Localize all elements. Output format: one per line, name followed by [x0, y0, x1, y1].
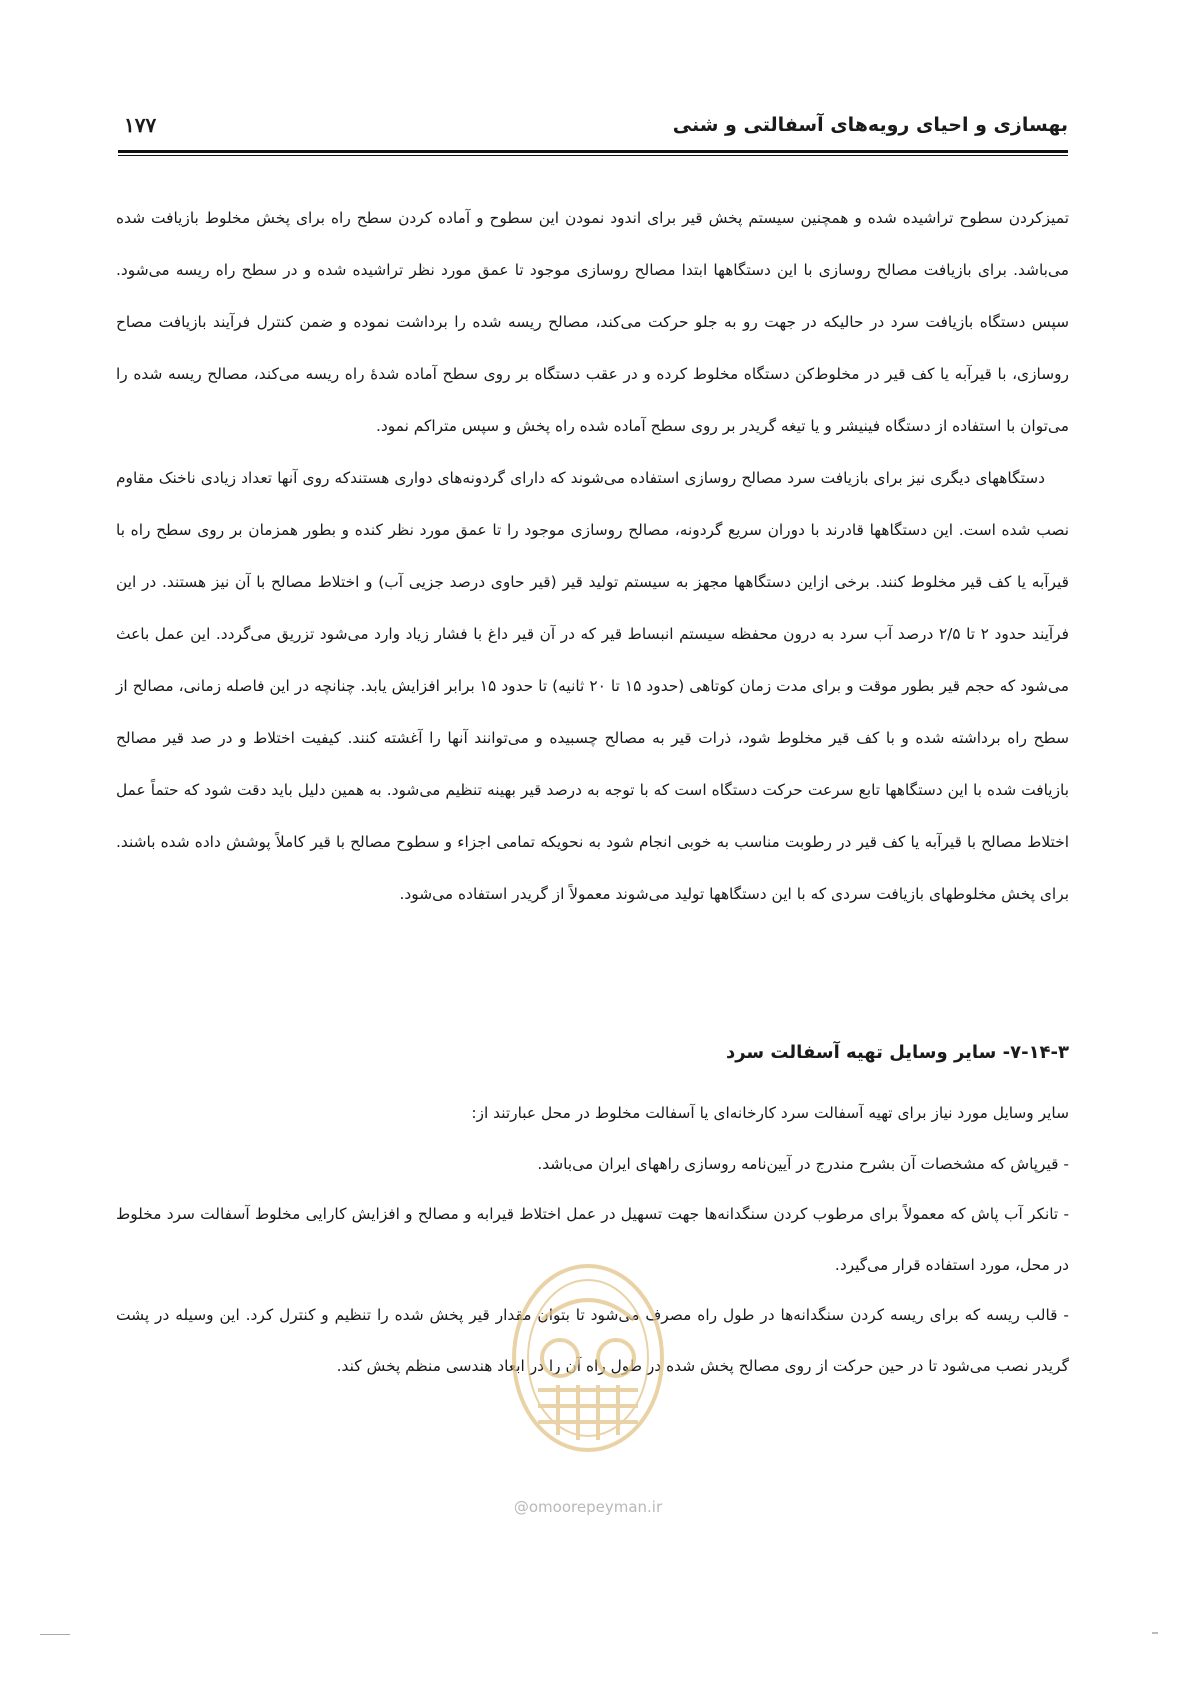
running-title: بهسازی و احیای رویه‌های آسفالتی و شنی [672, 114, 1068, 136]
omoorepeyman-logo-icon [468, 1240, 708, 1480]
list-item: - قالب ریسه که برای ریسه کردن سنگدانه‌ها در طول راه مصرف می‌شود تا بتوان مقدار قیر پخش شده را تنظیم و کنترل کرد. این وسیله در پشت گریدر نصب می‌شود تا در حین حرکت از روی مصالح پخش شده در طول راه آن را در ابعاد هندسی منظم پخش کند. [116, 1306, 1069, 1375]
scan-mark-right [1152, 1632, 1158, 1634]
section-heading: ۷-۱۴-۳- سایر وسایل تهیه آسفالت سرد [725, 1042, 1069, 1063]
header-rule-thin [118, 155, 1068, 156]
watermark-url: @omoorepeyman.ir [513, 1498, 663, 1516]
scan-mark-left [40, 1634, 70, 1635]
list-item: - قیرپاش که مشخصات آن بشرح مندرج در آیین‌نامه روسازی راههای ایران می‌باشد. [537, 1154, 1069, 1173]
body-text [116, 192, 1069, 920]
header-rule-thick [118, 150, 1068, 153]
page-number: ۱۷۷ [124, 113, 157, 137]
list-intro: سایر وسایل مورد نیاز برای تهیه آسفالت سرد کارخانه‌ای یا آسفالت مخلوط در محل عبارتند از: [471, 1104, 1069, 1122]
paragraph-2: دستگاههای دیگری نیز برای بازیافت سرد مصالح روسازی استفاده می‌شوند که دارای گردونه‌های دواری هستندکه روی آنها تعداد زیادی ناخنک مقاوم نصب شده است. این دستگاهها قادرند با دوران سریع گردونه، مصالح روسازی موجود را تا عمق مورد نظر کنده و بطور همزمان بر روی سطح راه با قیرآبه یا کف قیر مخلوط کنند. برخی ازاین دستگاهها مجهز به سیستم تولید قیر (قیر حاوی درصد جزیی آب) و اختلاط مصالح با آن نیز هستند. در این فرآیند حدود ۲ تا ۲/۵ درصد آب سرد به درون محفظه سیستم انبساط قیر که در آن قیر داغ با فشار زیاد وارد می‌شود تزریق می‌گردد. این عمل باعث می‌شود که حجم قیر بطور موقت و برای مدت زمان کوتاهی (حدود ۱۵ تا ۲۰ ثانیه) تا حدود ۱۵ برابر افزایش یابد. چنانچه در این فاصله زمانی، مصالح از سطح راه برداشته شده و با کف قیر مخلوط شود، ذرات قیر به مصالح چسبیده و می‌توانند آنها را آغشته کنند. کیفیت اختلاط و در صد قیر مصالح بازیافت شده با این دستگاهها تابع سرعت حرکت دستگاه است که با توجه به درصد قیر بهینه تنظیم می‌شود. به همین دلیل باید دقت شود که حتماً عمل اختلاط مصالح با قیرآبه یا کف قیر در رطوبت مناسب به خوبی انجام شود به نحویکه تمامی اجزاء و سطوح مصالح با قیر کاملاً پوشش داده شده باشند. برای پخش مخلوطهای بازیافت سردی که با این دستگاهها تولید می‌شوند معمولاً از گریدر استفاده می‌شود. [116, 469, 1070, 903]
paragraph-1: تمیزکردن سطوح تراشیده شده و همچنین سیستم پخش قیر برای اندود نمودن این سطوح و آماده کردن سطح راه برای پخش مخلوط بازیافت شده می‌باشد. برای بازیافت مصالح روسازی با این دستگاهها ابتدا مصالح روسازی موجود تا عمق مورد نظر تراشیده شده و در سطح راه ریسه می‌شود. سپس دستگاه بازیافت سرد در حالیکه در جهت رو به جلو حرکت می‌کند، مصالح ریسه شده را برداشت نموده و ضمن کنترل فرآیند بازیافت مصاح روسازی، با قیرآبه یا کف قیر در مخلوط‌کن دستگاه مخلوط کرده و در عقب دستگاه بر روی سطح آماده شدهٔ راه ریسه می‌کند، مصالح ریسه شده را می‌توان با استفاده از دستگاه فینیشر و یا تیغه گریدر بر روی سطح آماده شده راه پخش و سپس متراکم نمود. [116, 209, 1069, 435]
page-header [118, 108, 1068, 156]
list-item: - تانکر آب پاش که معمولاً برای مرطوب کردن سنگدانه‌ها جهت تسهیل در عمل اختلاط قیرابه و مصالح و افزایش کارایی مخلوط آسفالت سرد مخلوط در محل، مورد استفاده قرار می‌گیرد. [116, 1205, 1069, 1274]
